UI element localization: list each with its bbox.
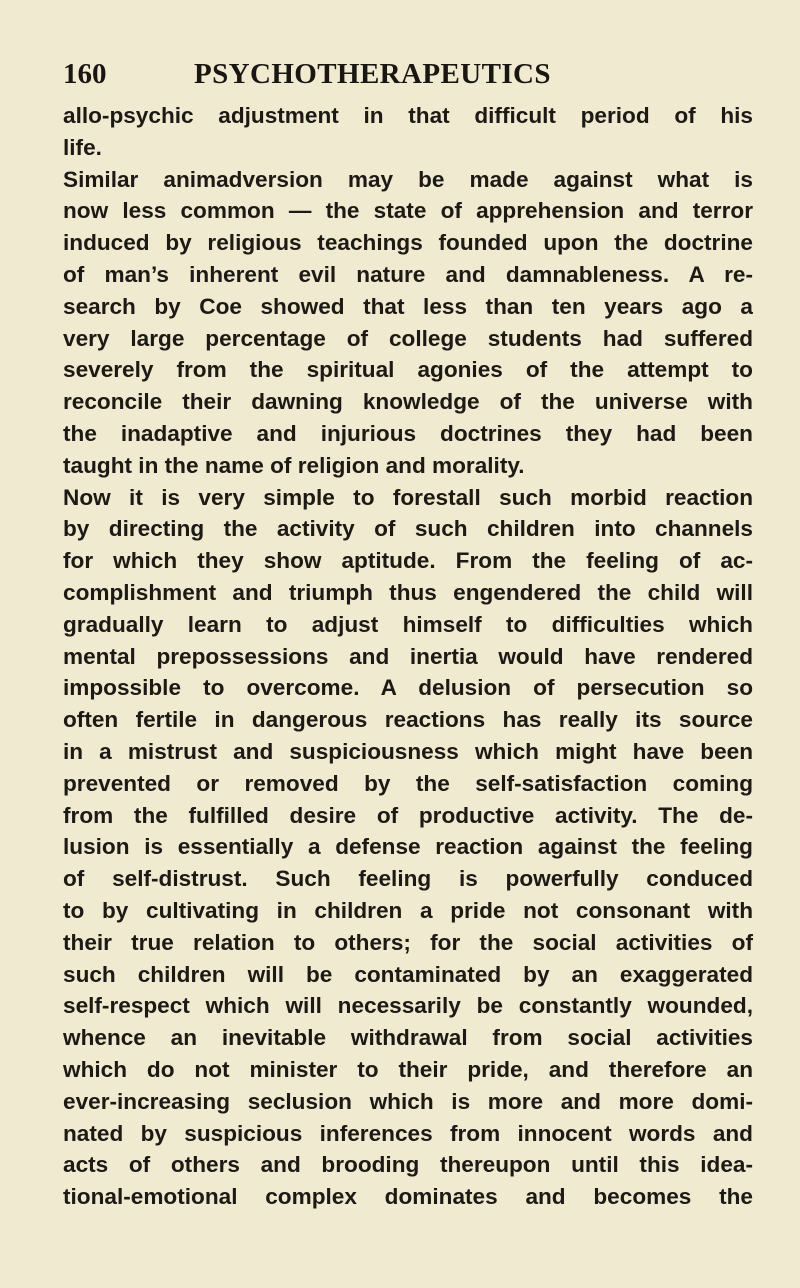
text-line: of self-distrust. Such feeling is powerfully conduced [63,866,753,892]
text-line: very large percentage of college students had suffered [63,325,753,351]
text-line: Now it is very simple to forestall such morbid reaction [63,484,753,510]
text-line: often fertile in dangerous reactions has really its source [63,707,753,733]
text-line: the inadaptive and injurious doctrines they had been [63,420,753,446]
text-line: impossible to overcome. A delusion of persecution so [63,675,753,701]
text-line: life. [63,134,102,160]
text-line: Similar animadversion may be made against what is [63,166,753,192]
text-line: gradually learn to adjust himself to difficulties which [63,611,753,637]
text-line: tional-emotional complex dominates and becomes the [63,1184,753,1210]
text-line: taught in the name of religion and morality. [63,452,525,478]
text-line: for which they show aptitude. From the feeling of ac- [63,548,753,574]
text-line: which do not minister to their pride, and therefore an [63,1056,753,1082]
text-line: in a mistrust and suspiciousness which might have been [63,738,753,764]
text-line: now less common — the state of apprehension and terror [63,198,753,224]
text-line: mental prepossessions and inertia would have rendered [63,643,753,669]
text-line: from the fulfilled desire of productive activity. The de- [63,802,753,828]
text-line: prevented or removed by the self-satisfaction coming [63,770,753,796]
text-line: acts of others and brooding thereupon until this idea- [63,1152,753,1178]
text-line: induced by religious teachings founded upon the doctrine [63,230,753,256]
text-line: search by Coe showed that less than ten years ago a [63,293,753,319]
running-title: PSYCHOTHERAPEUTICS [194,58,551,90]
text-line: allo-psychic adjustment in that difficult period of his [63,103,753,128]
running-head [63,56,753,92]
text-line: to by cultivating in children a pride not consonant with [63,897,753,923]
text-line: lusion is essentially a defense reaction against the feeling [63,834,753,860]
text-line: whence an inevitable withdrawal from social activities [63,1025,753,1051]
text-line: severely from the spiritual agonies of the attempt to [63,357,753,383]
text-line: by directing the activity of such children into channels [63,516,753,542]
text-line: nated by suspicious inferences from innocent words and [63,1120,753,1146]
text-line: such children will be contaminated by an exaggerated [63,961,753,987]
text-line: their true relation to others; for the social activities of [63,929,753,955]
text-line: complishment and triumph thus engendered the child will [63,579,753,605]
body-text [63,100,753,1213]
text-line: reconcile their dawning knowledge of the universe with [63,389,753,415]
text-line: of man’s inherent evil nature and damnableness. A re- [63,261,753,287]
text-line: ever-increasing seclusion which is more and more domi- [63,1088,753,1114]
page-number: 160 [63,58,107,90]
text-line: self-respect which will necessarily be constantly wounded, [63,993,753,1019]
